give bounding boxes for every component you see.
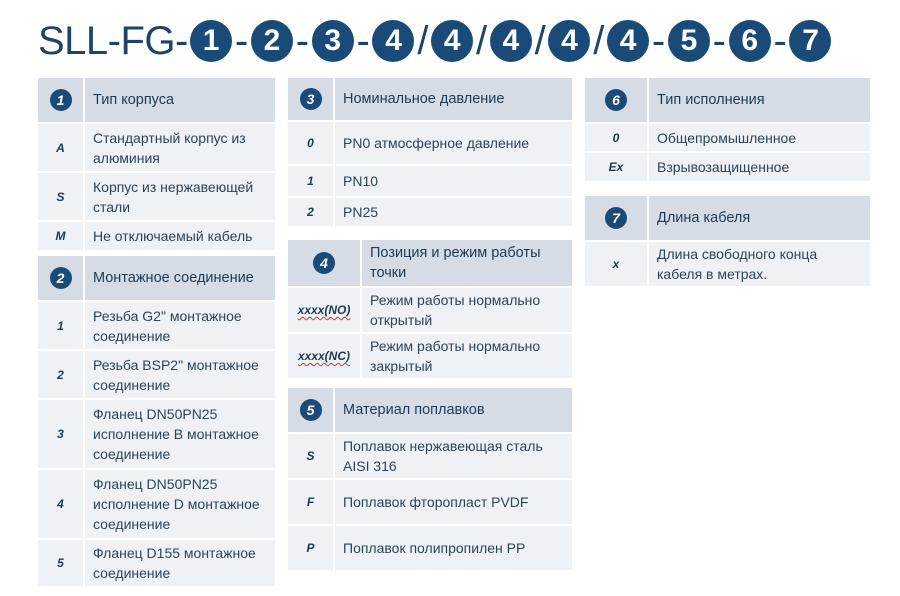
code-part-4b: 4 [431, 20, 473, 62]
option-description: Поплавок нержавеющая сталь AISI 316 [335, 434, 572, 478]
code-part-6: 6 [729, 20, 771, 62]
section-number-badge: 4 [313, 252, 335, 274]
table-row [288, 480, 572, 524]
code-part-1: 1 [190, 20, 232, 62]
option-description: PN0 атмосферное давление [335, 122, 572, 164]
code-separator: - [773, 18, 787, 63]
section-number-badge: 7 [605, 207, 627, 229]
option-code: S [38, 173, 83, 220]
code-separator: / [475, 18, 487, 63]
section-number-badge: 2 [50, 267, 72, 289]
code-part-4e: 4 [607, 20, 649, 62]
option-description: Поплавок фторопласт PVDF [335, 480, 572, 524]
code-separator: - [295, 18, 309, 63]
code-separator: - [651, 18, 665, 63]
section-3-table [288, 78, 572, 226]
table-row [38, 222, 275, 250]
table-row [288, 122, 572, 164]
section-title: Позиция и режим работы точки [362, 240, 572, 286]
table-row [288, 526, 572, 570]
option-description: Взрывозащищенное [649, 153, 870, 181]
section-title: Длина кабеля [649, 196, 870, 240]
option-description: PN10 [335, 166, 572, 196]
option-description: Поплавок полипропилен PP [335, 526, 572, 570]
option-description: Корпус из нержавеющей стали [85, 173, 275, 220]
option-code: S [288, 434, 333, 478]
table-row [585, 124, 870, 151]
option-code: 0 [585, 124, 647, 151]
section-2-table [38, 256, 275, 586]
code-separator: / [417, 18, 428, 63]
section-6-header [585, 78, 870, 122]
option-code: A [38, 124, 83, 171]
option-description: Общепромышленное [649, 124, 870, 151]
option-code: Ex [585, 153, 647, 181]
section-number-badge: 5 [300, 399, 322, 421]
table-row [585, 242, 870, 286]
option-description: Фланец DN50PN25 исполнение D монтажное соединение [85, 470, 275, 538]
section-7-header [585, 196, 870, 240]
option-code: 1 [38, 302, 83, 349]
table-row [288, 166, 572, 196]
table-row [288, 334, 572, 378]
model-code-prefix: SLL-FG- [38, 18, 188, 63]
table-row [38, 351, 275, 398]
option-code: M [38, 222, 83, 250]
option-description: Не отключаемый кабель [85, 222, 275, 250]
option-description: Фланец D155 монтажное соединение [85, 540, 275, 586]
table-row [288, 434, 572, 478]
table-row [38, 302, 275, 349]
option-description: Стандартный корпус из алюминия [85, 124, 275, 171]
section-1-header [38, 78, 275, 122]
code-part-7: 7 [789, 20, 831, 62]
option-code: 5 [38, 540, 83, 586]
table-row [38, 124, 275, 171]
table-row [38, 470, 275, 538]
section-3-header [288, 78, 572, 120]
option-code: 1 [288, 166, 333, 196]
section-number-badge: 6 [605, 89, 627, 111]
option-description: Длина свободного конца кабеля в метрах. [649, 242, 870, 286]
section-number-badge: 3 [300, 88, 322, 110]
option-code: F [288, 480, 333, 524]
code-part-5: 5 [668, 20, 710, 62]
section-5-header [288, 388, 572, 432]
table-row [585, 153, 870, 181]
section-title: Материал поплавков [335, 388, 572, 432]
section-number-badge: 1 [50, 89, 72, 111]
section-title: Тип исполнения [649, 78, 870, 122]
option-description: Фланец DN50PN25 исполнение B монтажное соединение [85, 400, 275, 468]
section-6-table [585, 78, 870, 181]
code-separator: - [356, 18, 370, 63]
code-separator: - [234, 18, 248, 63]
section-5-table [288, 388, 572, 570]
option-code: P [288, 526, 333, 570]
code-part-4a: 4 [372, 20, 414, 62]
option-code: xxxx(NC) [297, 349, 351, 363]
model-code-header [38, 18, 831, 64]
section-4-header [288, 240, 572, 286]
option-code: 4 [38, 470, 83, 538]
section-title: Монтажное соединение [85, 256, 275, 300]
section-title: Тип корпуса [85, 78, 275, 122]
section-title: Номинальное давление [335, 78, 572, 120]
option-description: Режим работы нормально закрытый [362, 334, 572, 378]
code-part-2: 2 [251, 20, 293, 62]
table-row [288, 198, 572, 226]
code-part-4c: 4 [490, 20, 532, 62]
code-separator: / [593, 18, 604, 63]
option-code: 2 [288, 198, 333, 226]
table-row [38, 400, 275, 468]
option-code: 3 [38, 400, 83, 468]
table-row [38, 173, 275, 220]
option-code: xxxx(NO) [297, 303, 351, 317]
option-code: 0 [288, 122, 333, 164]
option-code: 2 [38, 351, 83, 398]
option-code: x [585, 242, 647, 286]
section-1-table [38, 78, 275, 250]
section-2-header [38, 256, 275, 300]
table-row [288, 288, 572, 332]
code-part-4d: 4 [548, 20, 590, 62]
section-7-table [585, 196, 870, 286]
code-separator: / [534, 18, 546, 63]
option-description: Режим работы нормально открытый [362, 288, 572, 332]
section-4-table [288, 240, 572, 378]
code-separator: - [712, 18, 726, 63]
option-description: Резьба G2" монтажное соединение [85, 302, 275, 349]
code-part-3: 3 [312, 20, 354, 62]
option-description: Резьба BSP2" монтажное соединение [85, 351, 275, 398]
table-row [38, 540, 275, 586]
option-description: PN25 [335, 198, 572, 226]
